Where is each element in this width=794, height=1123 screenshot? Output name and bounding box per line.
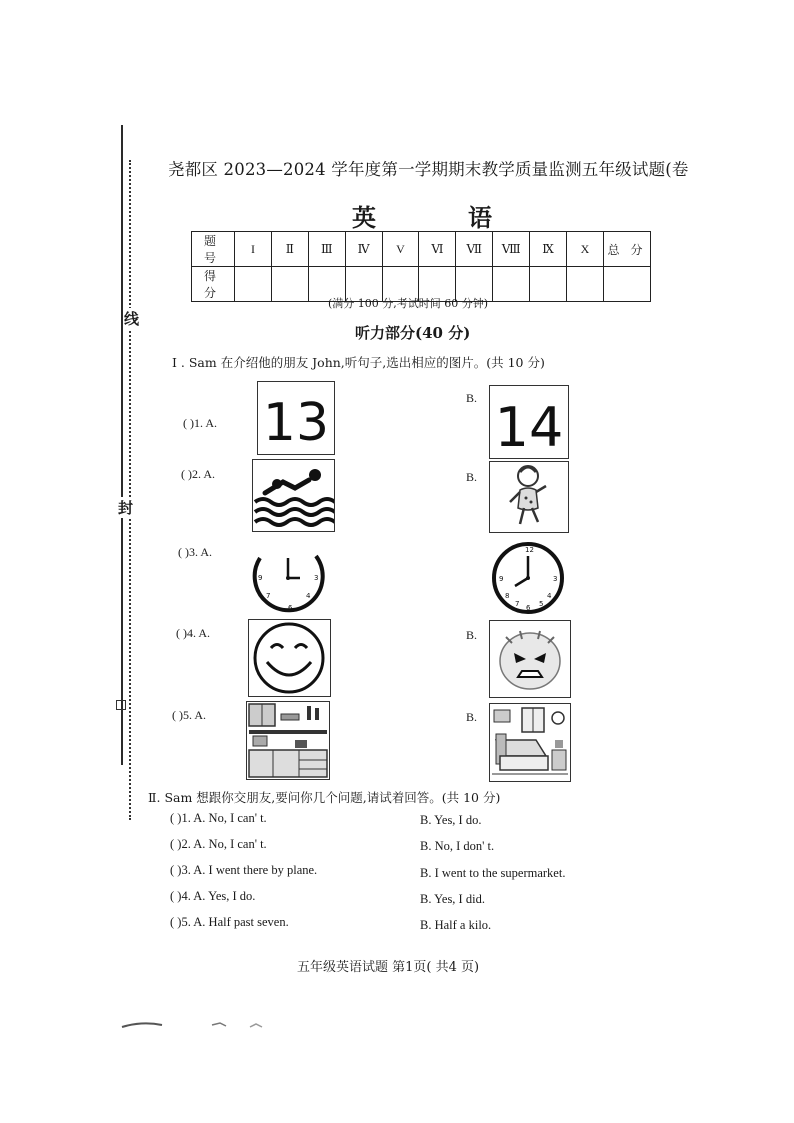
score-cell — [567, 267, 604, 302]
number-13-card — [258, 382, 334, 454]
part1-item-4-b-label: B. — [466, 628, 478, 642]
score-col-7: Ⅶ — [456, 232, 493, 267]
part1-item-1-label: ( )1. A. — [183, 416, 217, 430]
score-col-5: V — [382, 232, 419, 267]
part2-item-5-option-a: ( )5. A. Half past seven. — [170, 915, 289, 929]
number-13-text: 13 — [262, 393, 330, 453]
part1-item-1-option-b-image[interactable] — [489, 385, 569, 459]
part1-item-2-option-a-image[interactable] — [252, 459, 335, 532]
score-col-10: X — [567, 232, 604, 267]
section-title: 听力部分(40 分) — [355, 324, 471, 342]
part2-item-2-option-a: ( )2. A. No, I can' t. — [170, 837, 267, 851]
svg-text:6: 6 — [526, 604, 531, 612]
score-col-1: I — [235, 232, 272, 267]
score-col-9: Ⅸ — [530, 232, 567, 267]
margin-mark — [116, 700, 126, 710]
part2-item-3-option-b: B. I went to the supermarket. — [420, 866, 566, 880]
number-14-card — [490, 386, 568, 458]
svg-text:3: 3 — [553, 575, 558, 583]
score-cell — [493, 267, 530, 302]
part1-item-5-option-a-image[interactable] — [246, 701, 330, 780]
score-col-4: Ⅳ — [345, 232, 382, 267]
binding-margin-dotted-line — [129, 160, 131, 820]
svg-text:7: 7 — [515, 600, 520, 608]
clock-icon — [489, 538, 567, 616]
bedroom-icon — [490, 704, 570, 781]
part2-item-4-option-b: B. Yes, I did. — [420, 892, 485, 906]
page-footer: 五年级英语试题 第1页( 共4 页) — [297, 960, 480, 975]
swimmer-icon — [253, 460, 334, 531]
part1-item-4-option-a-image[interactable] — [248, 619, 331, 697]
score-cell — [271, 267, 308, 302]
part1-item-4-option-b-image[interactable] — [489, 620, 571, 698]
subject-title-left: 英 — [352, 203, 376, 232]
scan-smudge — [120, 1016, 280, 1030]
exam-note: (满分 100 分,考试时间 60 分钟) — [328, 297, 489, 310]
svg-text:3: 3 — [314, 574, 319, 582]
part2-item-3-option-a: ( )3. A. I went there by plane. — [170, 863, 318, 877]
part1-item-2-label: ( )2. A. — [181, 467, 215, 481]
margin-label-seal: 封 — [118, 499, 134, 517]
part1-item-3-option-a-image[interactable] — [250, 538, 330, 614]
svg-text:9: 9 — [258, 574, 263, 582]
score-cell — [604, 267, 651, 302]
score-col-2: Ⅱ — [271, 232, 308, 267]
part2-instruction: Ⅱ. Sam 想跟你交朋友,要问你几个问题,请试着回答。(共 10 分) — [148, 790, 501, 805]
part2-item-1-option-a: ( )1. A. No, I can' t. — [170, 811, 267, 825]
part1-item-5-label: ( )5. A. — [172, 708, 206, 722]
subject-title — [352, 198, 492, 233]
part1-item-1-option-a-image[interactable] — [257, 381, 335, 455]
part1-item-2-option-b-image[interactable] — [489, 461, 569, 533]
part1-item-1-b-label: B. — [466, 391, 478, 405]
score-col-total: 总 分 — [604, 232, 651, 267]
part1-item-5-option-b-image[interactable] — [489, 703, 571, 782]
part2-item-1-option-b: B. Yes, I do. — [420, 813, 482, 827]
score-col-6: Ⅵ — [419, 232, 456, 267]
subject-title-right: 语 — [468, 203, 492, 232]
part1-item-4-label: ( )4. A. — [176, 626, 210, 640]
score-table-row1-label: 题 号 — [192, 232, 235, 267]
score-table-row2-label: 得 分 — [192, 267, 235, 302]
angry-face-icon — [490, 621, 570, 697]
number-14-text: 14 — [494, 396, 564, 458]
svg-text:12: 12 — [525, 546, 534, 554]
score-cell — [530, 267, 567, 302]
part1-item-3-label: ( )3. A. — [178, 545, 212, 559]
svg-text:7: 7 — [266, 592, 271, 600]
part1-item-3-option-b-image[interactable] — [489, 538, 567, 616]
svg-text:6: 6 — [288, 604, 293, 612]
smiling-face-icon — [249, 620, 330, 696]
kitchen-icon — [247, 702, 329, 779]
svg-text:4: 4 — [547, 592, 552, 600]
part1-instruction: I . Sam 在介绍他的朋友 John,听句子,选出相应的图片。(共 10 分) — [172, 355, 545, 370]
part2-item-5-option-b: B. Half a kilo. — [420, 918, 492, 932]
margin-label-line: 线 — [124, 310, 140, 328]
clock-icon — [250, 538, 330, 614]
part2-item-2-option-b: B. No, I don' t. — [420, 839, 495, 853]
binding-margin-line — [121, 125, 123, 765]
score-cell — [235, 267, 272, 302]
svg-text:8: 8 — [505, 592, 510, 600]
exam-title: 尧都区 2023—2024 学年度第一学期期末教学质量监测五年级试题(卷 — [168, 160, 689, 179]
score-table-header-row — [192, 232, 651, 267]
part1-item-2-b-label: B. — [466, 470, 478, 484]
score-table — [191, 231, 651, 302]
part1-item-5-b-label: B. — [466, 710, 478, 724]
part2-item-4-option-a: ( )4. A. Yes, I do. — [170, 889, 256, 903]
svg-text:4: 4 — [306, 592, 311, 600]
dancing-child-icon — [490, 462, 568, 532]
score-col-8: Ⅷ — [493, 232, 530, 267]
svg-text:9: 9 — [499, 575, 504, 583]
svg-text:5: 5 — [539, 600, 544, 608]
score-col-3: Ⅲ — [308, 232, 345, 267]
